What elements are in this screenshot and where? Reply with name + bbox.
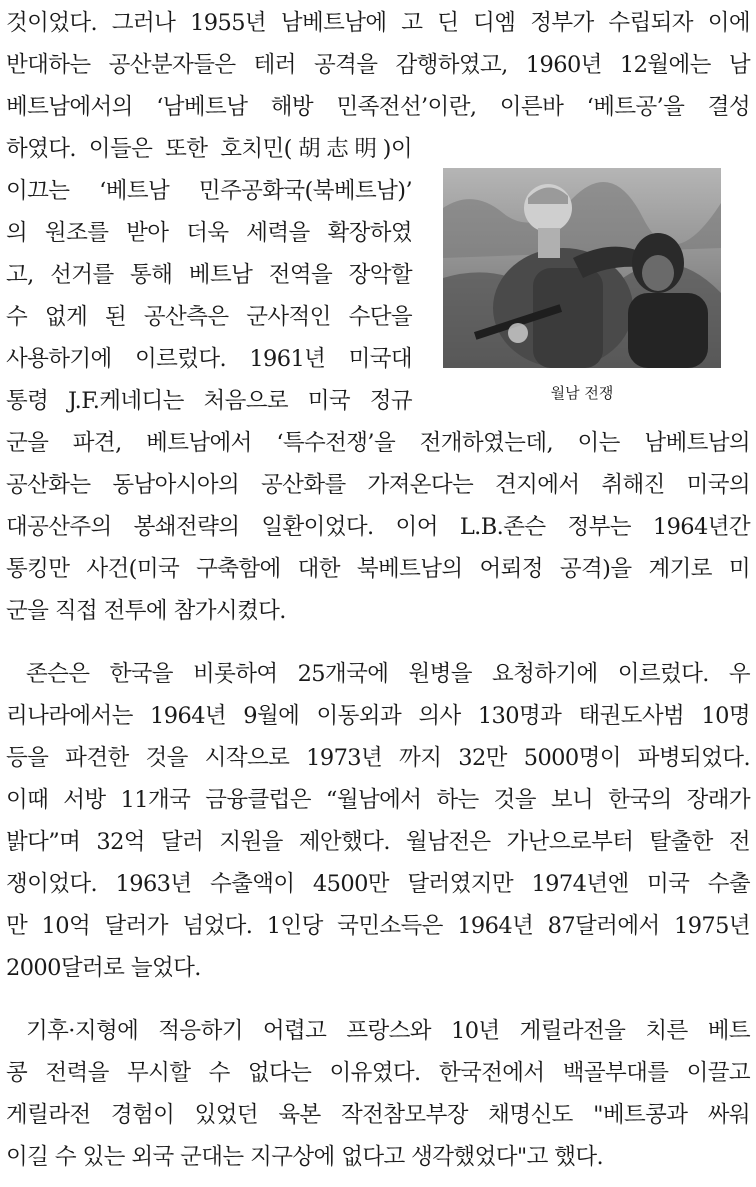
text-line-25: 콩 전력을 무시할 수 없다는 이유였다. 한국전에서 백골부대를 이끌고: [6, 1060, 750, 1086]
text-line-22: 만 10억 달러가 넘었다. 1인당 국민소득은 1964년 87달러에서 1975년: [6, 913, 750, 939]
text-line-2: 반대하는 공산분자들은 테러 공격을 감행하였고, 1960년 12월에는 남: [6, 52, 750, 78]
text-line-11: 군을 파견, 베트남에서 ‘특수전쟁’을 전개하였는데, 이는 남베트남의: [6, 430, 750, 456]
text-line-20: 밝다”며 32억 달러 지원을 제안했다. 월남전은 가난으로부터 탈출한 전: [6, 829, 750, 855]
text-line-13: 대공산주의 봉쇄전략의 일환이었다. 이어 L.B.존슨 정부는 1964년간: [6, 514, 750, 540]
text-line-3: 베트남에서의 ‘남베트남 해방 민족전선’이란, 이른바 ‘베트공’을 결성: [6, 94, 750, 120]
war-photo-image: [443, 168, 721, 368]
text-line-12: 공산화는 동남아시아의 공산화를 가져온다는 견지에서 취해진 미국의: [6, 472, 750, 498]
war-photo-figure: [443, 168, 723, 416]
text-line-16: 존슨은 한국을 비롯하여 25개국에 원병을 요청하기에 이르렀다. 우: [26, 661, 750, 687]
text-line-15: 군을 직접 전투에 참가시켰다.: [6, 598, 286, 624]
text-line-9: 사용하기에 이르렀다. 1961년 미국대: [6, 346, 412, 372]
text-line-17: 리나라에서는 1964년 9월에 이동외과 의사 130명과 태권도사범 10명: [6, 703, 750, 729]
text-line-27: 이길 수 있는 외국 군대는 지구상에 없다고 생각했었다"고 했다.: [6, 1144, 604, 1170]
war-photo: [443, 168, 721, 368]
text-line-1: 것이었다. 그러나 1955년 남베트남에 고 딘 디엠 정부가 수립되자 이에: [6, 10, 750, 36]
text-line-4: 하였다. 이들은 또한 호치민(胡志明)이: [6, 136, 412, 162]
text-line-8: 수 없게 된 공산측은 군사적인 수단을: [6, 304, 412, 330]
text-line-10: 통령 J.F.케네디는 처음으로 미국 정규: [6, 388, 412, 414]
text-line-19: 이때 서방 11개국 금융클럽은 “월남에서 하는 것을 보니 한국의 장래가: [6, 787, 750, 813]
text-line-14: 통킹만 사건(미국 구축함에 대한 북베트남의 어뢰정 공격)을 계기로 미: [6, 556, 750, 582]
text-line-23: 2000달러로 늘었다.: [6, 955, 201, 981]
text-line-24: 기후·지형에 적응하기 어렵고 프랑스와 10년 게릴라전을 치른 베트: [26, 1018, 750, 1044]
photo-caption: 월남 전쟁: [550, 384, 614, 402]
text-line-6: 의 원조를 받아 더욱 세력을 확장하였: [6, 220, 412, 246]
text-line-18: 등을 파견한 것을 시작으로 1973년 까지 32만 5000명이 파병되었다.: [6, 745, 750, 771]
text-line-5: 이끄는 ‘베트남 민주공화국(북베트남)’: [6, 178, 412, 204]
text-line-7: 고, 선거를 통해 베트남 전역을 장악할: [6, 262, 412, 288]
text-line-21: 쟁이었다. 1963년 수출액이 4500만 달러였지만 1974년엔 미국 수출: [6, 871, 750, 897]
text-line-26: 게릴라전 경험이 있었던 육본 작전참모부장 채명신도 "베트콩과 싸워: [6, 1102, 750, 1128]
